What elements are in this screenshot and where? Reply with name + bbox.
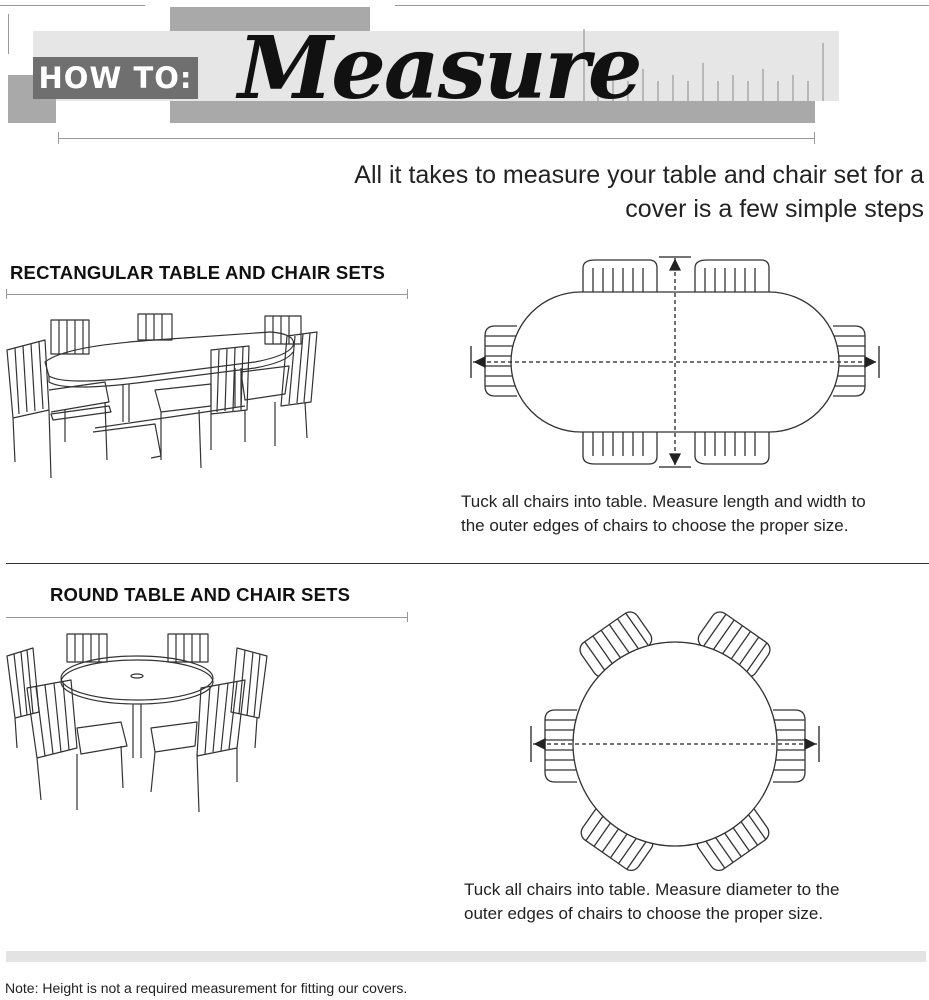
- page-title: Measure: [238, 18, 641, 119]
- intro-text: [224, 158, 924, 226]
- rectangular-caption-line-1: Tuck all chairs into table. Measure length and width to: [461, 492, 866, 511]
- round-heading: ROUND TABLE AND CHAIR SETS: [50, 584, 351, 605]
- round-caption-line-1: Tuck all chairs into table. Measure diameter to the: [464, 880, 840, 899]
- rectangular-caption-line-2: the outer edges of chairs to choose the proper size.: [461, 516, 849, 535]
- rectangular-caption: [461, 490, 866, 538]
- round-rule-tick-r: [407, 612, 408, 622]
- round-caption-line-2: outer edges of chairs to choose the proper size.: [464, 904, 824, 923]
- footer-band: [6, 951, 926, 962]
- round-top-view-diagram: [525, 610, 825, 875]
- howto-badge: HOW TO:: [33, 57, 198, 99]
- banner-frame-bottom: [58, 138, 815, 139]
- banner-frame-top: [0, 5, 145, 6]
- banner-frame-bottom-tick-r: [814, 132, 815, 144]
- bottom-chair-left: [583, 432, 657, 464]
- footer-note: Note: Height is not a required measurement for fitting our covers.: [5, 980, 408, 996]
- banner-frame-left: [8, 14, 9, 54]
- bottom-chair-right: [695, 432, 769, 464]
- round-caption: [464, 878, 839, 926]
- round-heading-rule: [6, 617, 408, 618]
- intro-line-2: cover is a few simple steps: [625, 195, 924, 223]
- patio-rectangular-set-icon: [5, 310, 335, 480]
- rectangular-rule-tick-l: [6, 289, 7, 299]
- top-chair-left: [583, 260, 657, 292]
- round-right-chair: [773, 710, 805, 782]
- intro-line-1: All it takes to measure your table and chair set for a: [354, 161, 924, 189]
- rectangular-heading-rule: [6, 294, 408, 295]
- top-chair-right: [695, 260, 769, 292]
- round-left-chair: [545, 710, 577, 782]
- banner-frame-bottom-tick-l: [58, 132, 59, 144]
- patio-round-set-icon: [5, 630, 275, 820]
- rectangular-heading: RECTANGULAR TABLE AND CHAIR SETS: [10, 262, 386, 283]
- section-divider: [6, 563, 929, 564]
- banner-frame-top-right: [395, 5, 929, 6]
- rectangular-rule-tick-r: [407, 289, 408, 299]
- rectangular-top-view-diagram: [465, 254, 885, 469]
